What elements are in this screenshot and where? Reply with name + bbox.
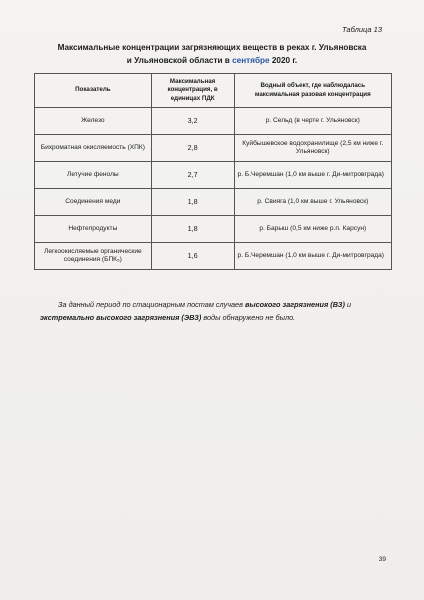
table-row bbox=[35, 135, 392, 162]
note-text-2: и bbox=[346, 300, 352, 309]
table-row bbox=[35, 162, 392, 189]
cell-indicator: Легкоокисляемые органические соединения (БПК₅) bbox=[35, 243, 152, 270]
cell-value: 1,6 bbox=[151, 243, 234, 270]
header-indicator: Показатель bbox=[35, 74, 152, 108]
cell-value: 3,2 bbox=[151, 108, 234, 135]
note-text-1: За данный период по стационарным постам случаев bbox=[58, 300, 243, 309]
cell-indicator: Соединения меди bbox=[35, 189, 152, 216]
page-number: 39 bbox=[378, 556, 386, 563]
table-row bbox=[35, 108, 392, 135]
cell-value: 2,7 bbox=[151, 162, 234, 189]
table-title-line2 bbox=[40, 55, 384, 68]
note-extreme-pollution: экстремально высокого загрязнения (ЭВЗ) bbox=[40, 313, 202, 322]
table-title bbox=[40, 42, 384, 67]
cell-water-body: р. Б.Черемшан (1,0 км выше г. Ди-митровграда) bbox=[234, 243, 391, 270]
cell-indicator: Бихроматная окисляемость (ХПК) bbox=[35, 135, 152, 162]
title-prefix: и Ульяновской области в bbox=[126, 55, 230, 65]
cell-value: 1,8 bbox=[151, 216, 234, 243]
cell-water-body: Куйбышевское водохранилище (2,5 км ниже г. Ульяновск) bbox=[234, 135, 391, 162]
cell-value: 2,8 bbox=[151, 135, 234, 162]
table-row bbox=[35, 243, 392, 270]
footnote-paragraph bbox=[40, 298, 388, 324]
table-row bbox=[35, 216, 392, 243]
title-suffix: 2020 г. bbox=[271, 55, 298, 65]
cell-value: 1,8 bbox=[151, 189, 234, 216]
cell-water-body: р. Б.Черемшан (1,0 км выше г. Ди-митровграда) bbox=[234, 162, 391, 189]
table-row bbox=[35, 189, 392, 216]
cell-indicator: Нефтепродукты bbox=[35, 216, 152, 243]
concentration-table bbox=[34, 73, 392, 270]
header-water-body: Водный объект, где наблюдалась максимальная разовая концентрация bbox=[234, 74, 391, 108]
note-high-pollution: высокого загрязнения (ВЗ) bbox=[244, 300, 345, 309]
title-month: сентябре bbox=[232, 55, 270, 65]
cell-water-body: р. Свияга (1,0 км выше г. Ульяновск) bbox=[234, 189, 391, 216]
table-header-row bbox=[35, 74, 392, 108]
table-label: Таблица 13 bbox=[341, 25, 382, 34]
cell-indicator: Летучие фенолы bbox=[35, 162, 152, 189]
table-title-line1: Максимальные концентрации загрязняющих веществ в реках г. Ульяновска bbox=[57, 43, 367, 52]
cell-indicator: Железо bbox=[35, 108, 152, 135]
header-max-concentration: Максимальная концентрация, в единицах ПДК bbox=[151, 74, 234, 108]
cell-water-body: р. Барыш (0,5 км ниже р.п. Карсун) bbox=[234, 216, 391, 243]
cell-water-body: р. Сельд (в черте г. Ульяновск) bbox=[234, 108, 391, 135]
note-text-3: воды обнаружено не было. bbox=[203, 313, 296, 322]
